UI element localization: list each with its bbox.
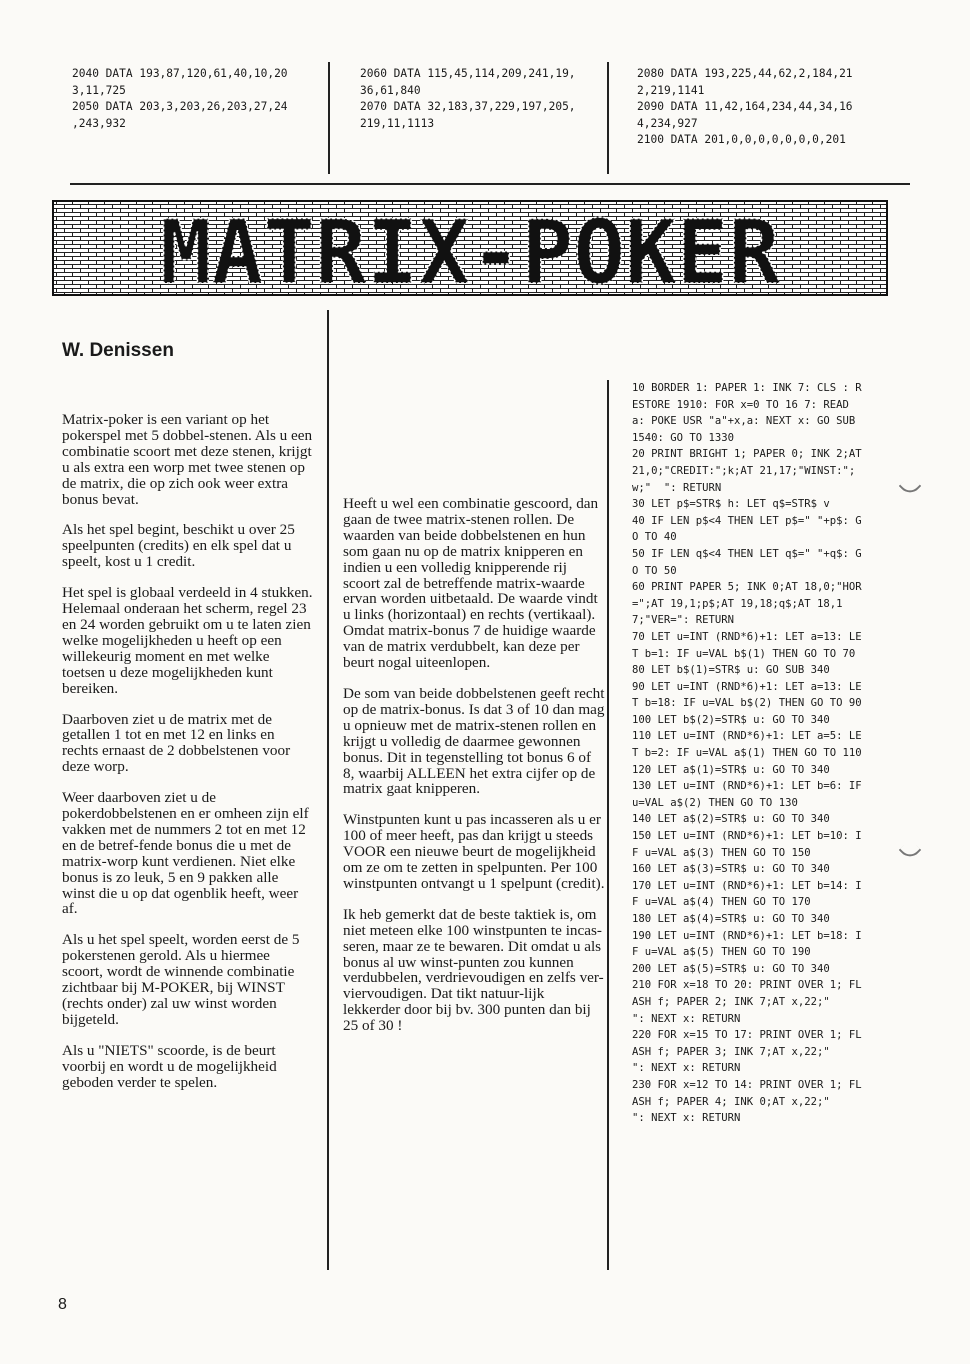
article-paragraph: De som van beide dobbelstenen geeft recht op de matrix-bonus. Is dat 3 of 10 dan mag u opnieuw met de matrix-stenen rollen en krijgt u volledig de daarmee gewonnen bonus. Dit in tegenstelling tot bonus 6 of 8, waarbij ALLEEN het extra cijfer op de matrix gaat knipperen.	[343, 684, 605, 798]
program-line: 10 BORDER 1: PAPER 1: INK 7: CLS : RESTORE 1910: FOR x=0 TO 16 7: READ a: POKE USR "a"+x,a: NEXT x: GO SUB 1540: GO TO 1330	[632, 382, 862, 444]
data-line: 2040 DATA 193,87,120,61,40,10,20	[72, 67, 288, 80]
program-line: 60 PRINT PAPER 5; INK 0;AT 18,0;"HOR=";AT 19,1;p$;AT 19,18;q$;AT 18,17;"VER=": RETURN	[632, 581, 862, 627]
data-line: 219,11,1113	[360, 116, 435, 130]
program-line: 110 LET u=INT (RND*6)+1: LET a=5: LET b=2: IF u=VAL a$(1) THEN GO TO 110	[632, 730, 862, 760]
data-listing-col3	[637, 66, 853, 149]
program-line: 150 LET u=INT (RND*6)+1: LET b=10: IF u=VAL a$(3) THEN GO TO 150	[632, 830, 862, 859]
program-line: 140 LET a$(2)=STR$ u: GO TO 340	[632, 813, 830, 826]
author-name: W. Denissen	[62, 340, 174, 361]
program-line: 120 LET a$(1)=STR$ u: GO TO 340	[632, 763, 830, 776]
data-line: ,243,932	[72, 116, 126, 130]
article-paragraph: Als u "NIETS" scoorde, is de beurt voorbij en wordt u de mogelijkheid geboden verder te spelen.	[62, 1041, 277, 1091]
data-listing-col2	[360, 66, 576, 132]
article-paragraph: Als u het spel speelt, worden eerst de 5 pokerstenen gerold. Als u hiermee scoort, wordt de winnende combinatie zichtbaar bij M-POKER, bij WINST (rechts onder) zal uw winst worden bijgeteld.	[62, 931, 300, 1028]
program-line: 160 LET a$(3)=STR$ u: GO TO 340	[632, 863, 830, 876]
data-line: 2060 DATA 115,45,114,209,241,19,	[360, 67, 576, 80]
data-line: 2080 DATA 193,225,44,62,2,184,21	[637, 67, 853, 80]
data-line: 2090 DATA 11,42,164,234,44,34,16	[637, 100, 853, 114]
article-column-2	[343, 496, 605, 1049]
article-paragraph: Matrix-poker is een variant op het pokerspel met 5 dobbel-stenen. Als u een combinatie scoort met deze stenen, krijgt u als extra een worp met twee stenen op de matrix, die op zich ook weer extra bonus bevat.	[62, 411, 313, 508]
data-line: 2100 DATA 201,0,0,0,0,0,0,0,201	[637, 133, 846, 147]
program-line: 200 LET a$(5)=STR$ u: GO TO 340	[632, 962, 830, 975]
binder-hole	[899, 475, 922, 498]
article-paragraph: Heeft u wel een combinatie gescoord, dan gaan de twee matrix-stenen rollen. De waarden van beide dobbelstenen en hun som gaan nu op de matrix knipperen en indien u een volledig knipperende rij scoort zal de betreffende matrix-waarde ervan worden uitbetaald. De waarde vindt u links (horizontaal) en rechts (vertikaal). Omdat matrix-bonus 7 de huidige waarde van de matrix verdubbelt, kan deze per beurt nogal uiteenlopen.	[343, 495, 599, 672]
banner-title: MATRIX-POKER	[160, 201, 781, 296]
column-divider	[607, 62, 609, 174]
article-paragraph: Winstpunten kunt u pas incasseren als u er 100 of meer heeft, pas dan krijgt u steeds VOOR een nieuwe beurt de mogelijkheid om ze om te zetten in spelpunten. Per 100 winstpunten ontvangt u 1 spelpunt (credit).	[343, 811, 605, 892]
program-line: 210 FOR x=18 TO 20: PRINT OVER 1; FLASH f; PAPER 2; INK 7;AT x,22;" ": NEXT x: RETURN	[632, 979, 862, 1025]
column-divider	[327, 310, 329, 1270]
column-divider	[328, 62, 330, 174]
article-paragraph: Het spel is globaal verdeeld in 4 stukken. Helemaal onderaan het scherm, regel 23 en 24 worden gebruikt om u te laten zien welke mogelijkheden u heeft op een willekeurig moment en met welke toetsen u deze mogelijkheden kunt bereiken.	[62, 584, 313, 697]
article-paragraph: Daarboven ziet u de matrix met de getallen 1 tot en met 12 en links en rechts ernaast de 2 dobbelstenen voor deze worp.	[62, 710, 291, 776]
article-paragraph: Als het spel begint, beschikt u over 25 speelpunten (credits) en elk spel dat u speelt, kost u 1 credit.	[62, 521, 295, 571]
data-line: 3,11,725	[72, 83, 126, 97]
program-line: 220 FOR x=15 TO 17: PRINT OVER 1; FLASH f; PAPER 3; INK 7;AT x,22;" ": NEXT x: RETURN	[632, 1029, 862, 1075]
data-line: 2050 DATA 203,3,203,26,203,27,24	[72, 100, 288, 114]
data-listing-col1	[72, 66, 288, 132]
header-rule	[70, 183, 910, 185]
program-line: 90 LET u=INT (RND*6)+1: LET a=13: LET b=18: IF u=VAL b$(2) THEN GO TO 90	[632, 680, 862, 710]
article-paragraph: Ik heb gemerkt dat de beste taktiek is, om niet meteen elke 100 winstpunten te incas-seren, maar ze te bewaren. Dit omdat u als bonus al uw winst-punten zou kunnen verdubbelen, verdrievoudigen en zelfs ver-viervoudigen. Dat tikt natuur-lijk lekkerder door bij bv. 300 punten dan bij 25 of 30 !	[343, 905, 604, 1035]
program-line: 70 LET u=INT (RND*6)+1: LET a=13: LET b=1: IF u=VAL b$(1) THEN GO TO 70	[632, 630, 862, 660]
program-line: 230 FOR x=12 TO 14: PRINT OVER 1; FLASH f; PAPER 4; INK 0;AT x,22;" ": NEXT x: RETURN	[632, 1078, 862, 1125]
program-line: 50 IF LEN q$<4 THEN LET q$=" "+q$: GO TO 50	[632, 547, 862, 577]
page-number: 8	[58, 1296, 67, 1313]
data-line: 36,61,840	[360, 83, 421, 97]
basic-program-listing	[632, 380, 868, 1127]
article-column-1	[62, 412, 314, 1106]
program-line: 100 LET b$(2)=STR$ u: GO TO 340	[632, 713, 830, 726]
column-divider	[607, 380, 609, 1270]
program-line: 40 IF LEN p$<4 THEN LET p$=" "+p$: GO TO 40	[632, 514, 862, 544]
program-line: 130 LET u=INT (RND*6)+1: LET b=6: IF u=VAL a$(2) THEN GO TO 130	[632, 780, 868, 809]
binder-hole	[899, 839, 922, 862]
title-banner	[52, 200, 888, 296]
program-line: 190 LET u=INT (RND*6)+1: LET b=18: IF u=VAL a$(5) THEN GO TO 190	[632, 929, 862, 959]
program-line: 20 PRINT BRIGHT 1; PAPER 0; INK 2;AT 21,0;"CREDIT:";k;AT 21,17;"WINST:";w;" ": RETURN	[632, 448, 868, 494]
program-line: 180 LET a$(4)=STR$ u: GO TO 340	[632, 913, 830, 925]
article-paragraph: Weer daarboven ziet u de pokerdobbelstenen en er omheen zijn elf vakken met de nummers 2 tot en met 12 en de betref-fende bonus die u met de matrix-worp kunt verdienen. Niet elke bonus is zo leuk, 5 en 9 pakken alle winst die u op dat ogenblik heeft, weer af.	[62, 789, 309, 918]
data-line: 2070 DATA 32,183,37,229,197,205,	[360, 100, 576, 114]
data-line: 2,219,1141	[637, 83, 705, 97]
program-line: 30 LET p$=STR$ h: LET q$=STR$ v	[632, 498, 830, 511]
program-line: 80 LET b$(1)=STR$ u: GO SUB 340	[632, 664, 830, 677]
data-line: 4,234,927	[637, 116, 698, 130]
program-line: 170 LET u=INT (RND*6)+1: LET b=14: IF u=VAL a$(4) THEN GO TO 170	[632, 879, 862, 909]
